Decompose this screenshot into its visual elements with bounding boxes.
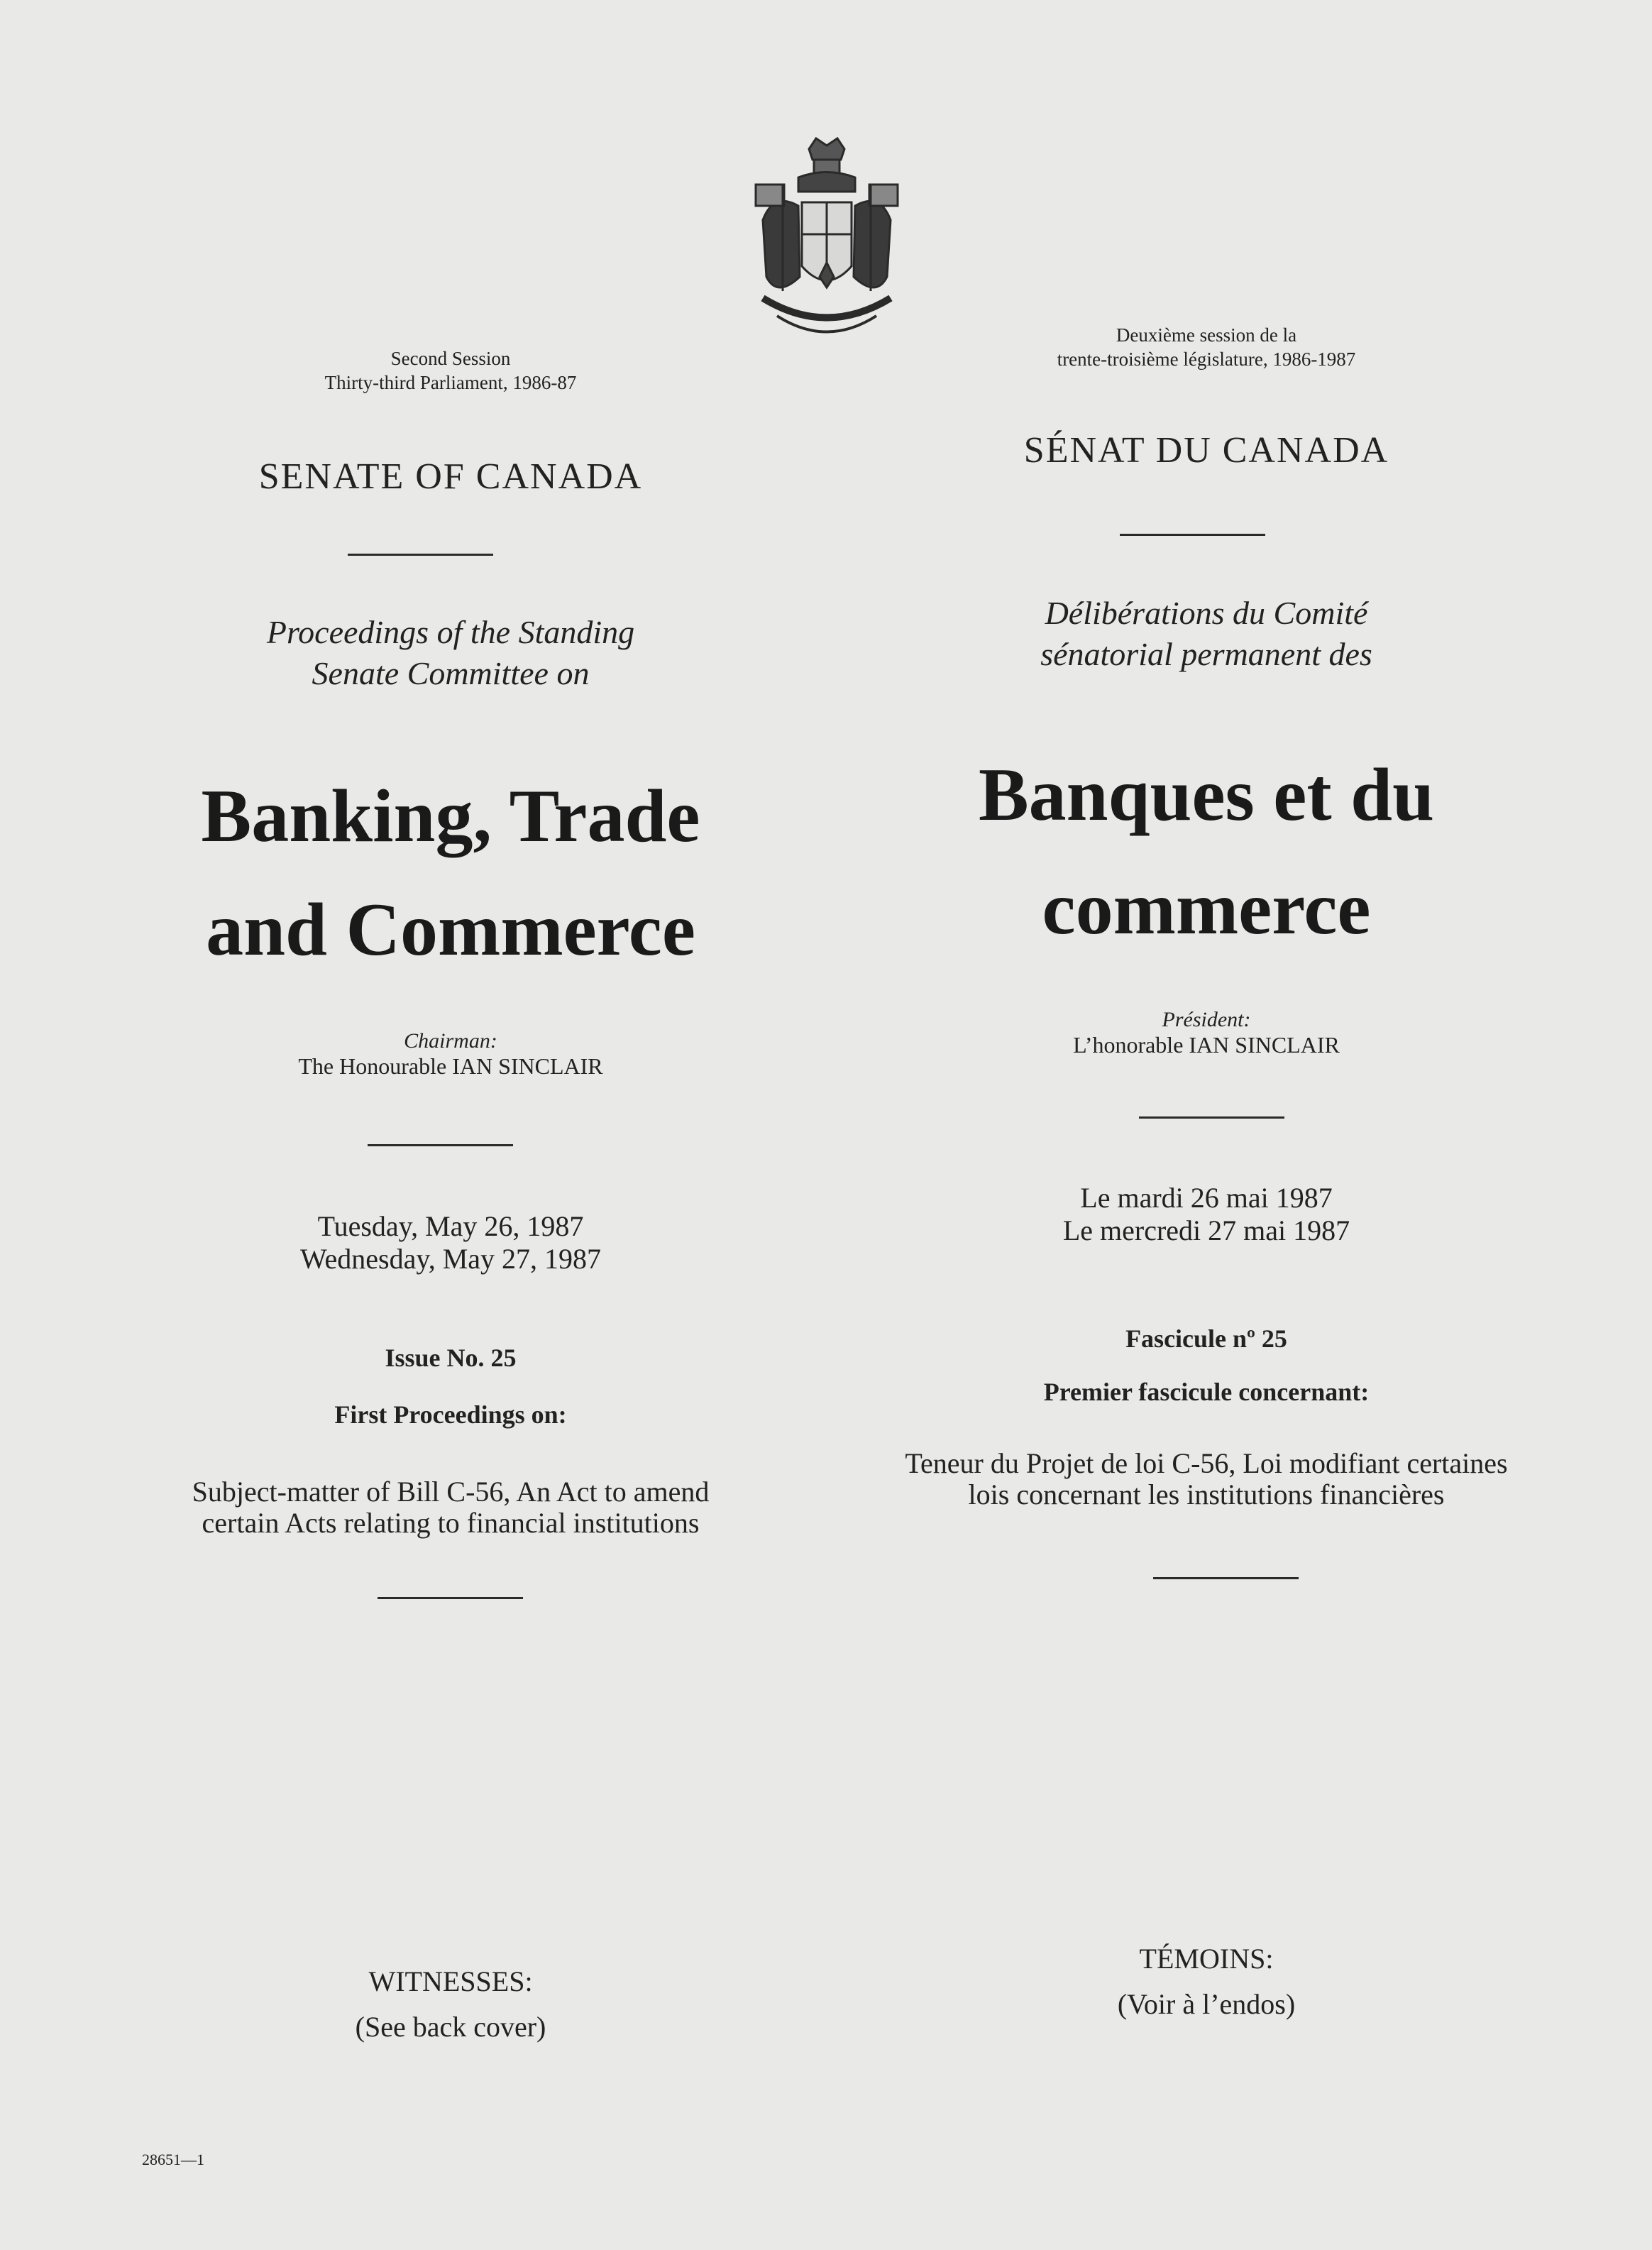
issue-number-fr: Fascicule nº 25 (1125, 1324, 1287, 1353)
title-line2-en: and Commerce (206, 888, 695, 971)
session-line-en: Second Session (390, 348, 511, 369)
subject-fr (866, 1448, 1547, 1510)
committee-title-fr (866, 738, 1547, 965)
witnesses-note-en: (See back cover) (355, 2011, 546, 2043)
session-line-fr: Deuxième session de la (1116, 324, 1297, 346)
proceedings-heading-en (149, 612, 752, 694)
proceedings-line2-fr: sénatorial permanent des (1040, 636, 1372, 672)
divider-en-2 (368, 1144, 513, 1146)
subject-line1-en: Subject-matter of Bill C-56, An Act to amend (192, 1476, 710, 1508)
date2-fr: Le mercredi 27 mai 1987 (1062, 1214, 1350, 1246)
subject-line2-fr: lois concernant les institutions financières (968, 1478, 1445, 1510)
subject-line1-fr: Teneur du Projet de loi C-56, Loi modifiant certaines (905, 1447, 1508, 1479)
first-proceedings-en: First Proceedings on: (334, 1400, 567, 1429)
coat-of-arms-icon (749, 135, 905, 355)
witnesses-note-fr: (Voir à l’endos) (1117, 1988, 1296, 2020)
proceedings-line2-en: Senate Committee on (312, 655, 590, 691)
session-info-fr (866, 323, 1547, 371)
chair-role-fr: Président: (1162, 1008, 1251, 1031)
dates-en (149, 1210, 752, 1275)
divider-fr-1 (1120, 534, 1265, 536)
issue-number-en: Issue No. 25 (385, 1344, 517, 1372)
witnesses-label-en: WITNESSES: (368, 1965, 533, 1997)
witnesses-fr (866, 1936, 1547, 2027)
print-number: 28651—1 (142, 2151, 204, 2168)
house-name-en: SENATE OF CANADA (258, 456, 643, 497)
date2-en: Wednesday, May 27, 1987 (299, 1243, 602, 1275)
subject-line2-en: certain Acts relating to financial institutions (202, 1507, 700, 1539)
subject-en (149, 1476, 752, 1539)
chair-name-fr: L’honorable IAN SINCLAIR (1073, 1032, 1340, 1058)
divider-fr-3 (1153, 1577, 1299, 1579)
divider-en-1 (348, 554, 493, 556)
date1-en: Tuesday, May 26, 1987 (317, 1210, 584, 1242)
chair-name-en: The Honourable IAN SINCLAIR (298, 1053, 603, 1079)
dates-fr (866, 1182, 1547, 1247)
parliament-line-fr: trente-troisième législature, 1986-1987 (1057, 349, 1356, 370)
title-line2-fr: commerce (1042, 867, 1371, 950)
house-name-fr: SÉNAT DU CANADA (1023, 430, 1389, 471)
parliament-line-en: Thirty-third Parliament, 1986-87 (324, 372, 577, 393)
committee-title-en (149, 759, 752, 987)
chair-block-en (149, 1029, 752, 1080)
chair-role-en: Chairman: (404, 1029, 497, 1053)
proceedings-line1-fr: Délibérations du Comité (1045, 595, 1368, 631)
title-line1-en: Banking, Trade (201, 774, 700, 857)
session-info-en (149, 346, 752, 395)
title-line1-fr: Banques et du (978, 753, 1435, 836)
proceedings-heading-fr (866, 593, 1547, 675)
proceedings-line1-en: Proceedings of the Standing (266, 614, 635, 650)
divider-fr-2 (1139, 1116, 1284, 1119)
witnesses-label-fr: TÉMOINS: (1139, 1943, 1274, 1975)
first-proceedings-fr: Premier fascicule concernant: (1043, 1378, 1370, 1406)
date1-fr: Le mardi 26 mai 1987 (1080, 1182, 1333, 1214)
divider-en-3 (378, 1597, 523, 1599)
chair-block-fr (866, 1008, 1547, 1058)
witnesses-en (149, 1959, 752, 2050)
